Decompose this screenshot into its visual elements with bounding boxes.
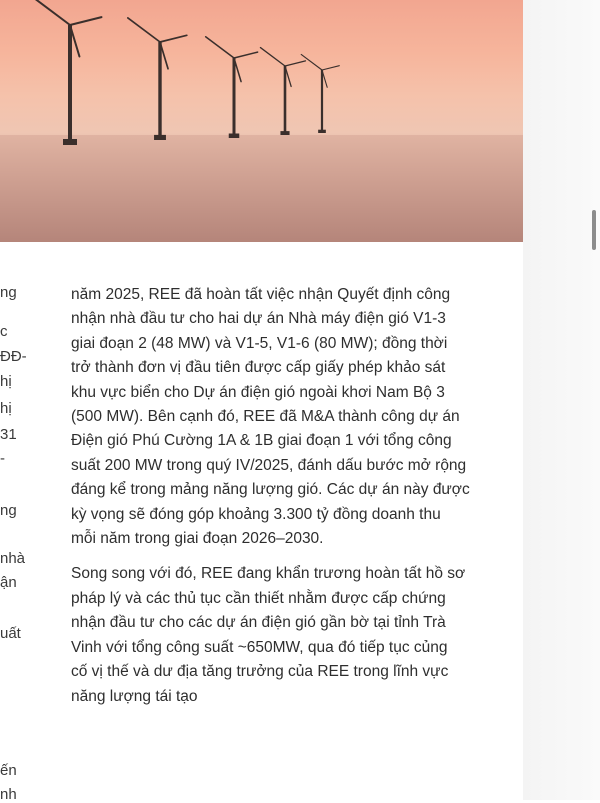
paragraph-tra-vinh-projects: Song song với đó, REE đang khẩn trương hoàn tất hồ sơ pháp lý và các thủ tục cần thiết nhằm được cấp chứng nhận đầu tư cho các dự án điện gió gần bờ tại tỉnh Trà Vinh với tổng công suất ~650MW, qua đó tiếp tục củng cố vị thế và dư địa tăng trưởng của REE trong lĩnh vực năng lượng tái tạo [71, 565, 466, 705]
scrollbar-thumb[interactable] [592, 210, 596, 250]
wind-turbine [301, 54, 339, 133]
wind-turbine [32, 0, 101, 145]
clipped-text-fragment: - [0, 450, 5, 467]
clipped-text-fragment: ĐĐ- [0, 348, 27, 365]
wind-turbine [128, 18, 187, 140]
article-body [71, 283, 531, 720]
clipped-text-fragment: c [0, 323, 8, 340]
clipped-text-fragment: ến [0, 762, 17, 779]
clipped-text-fragment: ng [0, 284, 17, 301]
wind-turbine [206, 37, 258, 138]
wind-turbine [260, 48, 305, 135]
adjacent-column-clipped [0, 270, 27, 803]
right-gutter [523, 0, 600, 800]
clipped-text-fragment: hị [0, 400, 12, 417]
clipped-text-fragment: nhà [0, 550, 26, 567]
paragraph-wind-projects: năm 2025, REE đã hoàn tất việc nhận Quyết định công nhận nhà đầu tư cho hai dự án Nhà máy điện gió V1-3 giai đoạn 2 (48 MW) và V1-5, V1-6 (80 MW); đồng thời trở thành đơn vị đầu tiên được cấp giấy phép khảo sát khu vực biển cho Dự án điện gió ngoài khơi Nam Bộ 3 (500 MW). Bên cạnh đó, REE đã M&A thành công dự án Điện gió Phú Cường 1A & 1B giai đoạn 1 với tổng công suất 200 MW trong quý IV/2025, đánh dấu bước mở rộng đáng kể trong mảng năng lượng gió. Các dự án này được kỳ vọng sẽ đóng góp khoảng 3.300 tỷ đồng doanh thu mỗi năm trong giai đoạn 2026–2030. [71, 286, 470, 548]
sea-surface [0, 135, 523, 242]
clipped-text-fragment: ng [0, 502, 17, 519]
clipped-text-fragment: ận [0, 574, 17, 591]
clipped-text-fragment: 31 [0, 426, 17, 443]
hero-image-wind-turbines [0, 0, 523, 242]
clipped-text-fragment: nh [0, 786, 17, 803]
clipped-text-fragment: uất [0, 625, 21, 642]
wind-farm-illustration [0, 0, 523, 242]
clipped-text-fragment: hị [0, 373, 12, 390]
